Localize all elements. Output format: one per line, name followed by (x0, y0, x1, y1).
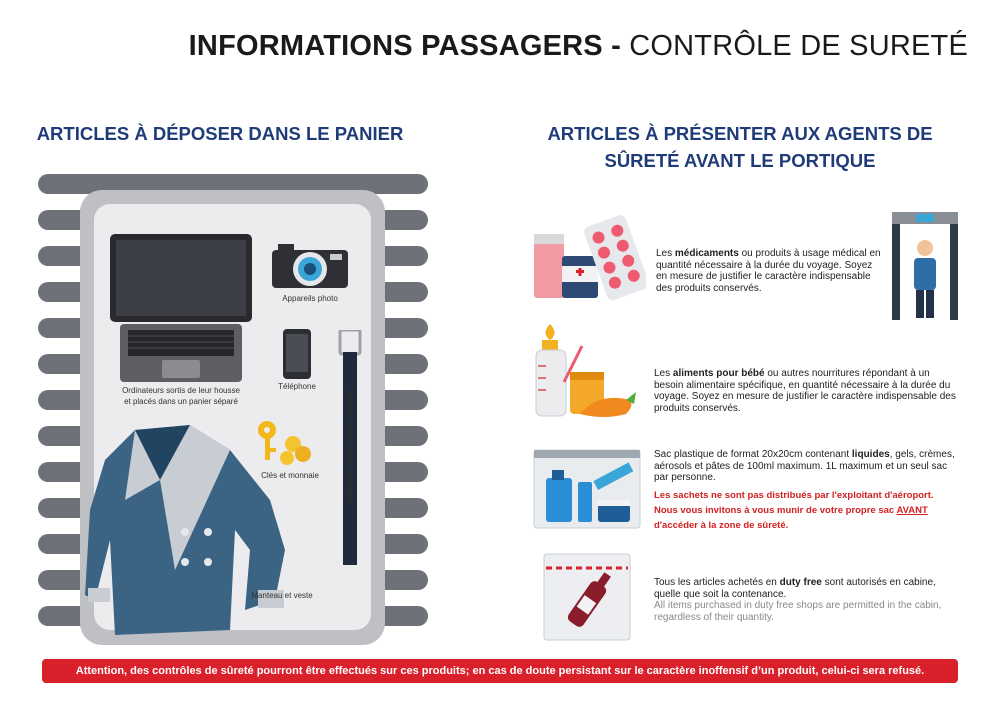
liquids-warning-line1: Les sachets ne sont pas distribués par l'exploitant d'aéroport. (654, 489, 934, 501)
duty-free-main (654, 577, 964, 600)
medicine-rest: ou produits à usage médical en quantité nécessaire à la durée du voyage. Soyez en mesure de justifier le caractère indispensable des produits conservés. (656, 248, 881, 294)
laptop-caption-line2: et placés dans un panier séparé (124, 397, 238, 406)
coat-icon (80, 420, 295, 640)
duty-free-pre: Tous les articles achetés en (654, 577, 780, 588)
footer-warning-banner: Attention, des contrôles de sûreté pourront être effectués sur ces produits; en cas de doute persistant sur le caractère inoffensif d’un produit, celui-ci sera refusé. (42, 659, 958, 683)
duty-free-bold: duty free (779, 577, 822, 588)
baby-food-bold: aliments pour bébé (672, 368, 765, 379)
belt-caption: Ceintures avec masse métallique (345, 386, 355, 505)
medicine-pre: Les (656, 248, 675, 259)
liquids-warning-avant: AVANT (896, 504, 928, 516)
liquids-rest: , gels, crèmes, aérosols et pâtes de 100ml maximum. 1L maximum et un seul sac par personne. (654, 449, 955, 484)
duty-free-english: All items purchased in duty free shops are permitted in the cabin, regardless of their quantity. (654, 600, 942, 623)
coat-caption: Manteau et veste (251, 591, 313, 600)
right-heading-line2: SÛRETÉ AVANT LE PORTIQUE (604, 150, 876, 171)
baby-bottle-icon (530, 322, 642, 422)
right-heading-line1: ARTICLES À PRÉSENTER AUX AGENTS DE (547, 123, 933, 144)
baby-food-rest: ou autres nourritures répondant à un besoin alimentaire spécifique, en quantité nécessaire à la durée du voyage. Soyez en mesure de justifier le caractère indispensable des produits conservés. (654, 368, 956, 414)
liquids-warning-line2 (654, 503, 960, 518)
page-title (0, 30, 968, 63)
camera-caption: Appareils photo (282, 294, 338, 303)
baby-food-pre: Les (654, 368, 673, 379)
duty-free-bag-icon (542, 552, 632, 642)
liquids-description (654, 449, 960, 533)
duty-free-rest: sont autorisés en cabine, quelle que soit la contenance. (654, 577, 936, 600)
liquids-bag-icon (532, 448, 642, 530)
right-section-heading (520, 120, 960, 174)
security-gate-icon (890, 210, 960, 320)
phone-icon (282, 328, 312, 380)
left-section-heading: ARTICLES À DÉPOSER DANS LE PANIER (36, 123, 404, 144)
laptop-icon (106, 232, 256, 382)
medicine-description (656, 248, 881, 294)
duty-free-description (654, 577, 964, 623)
liquids-pre: Sac plastique de format 20x20cm contenant (654, 449, 852, 460)
keys-caption: Clés et monnaie (261, 471, 319, 480)
liquids-warning-line2-pre: Nous vous invitons à vous munir de votre propre sac (654, 504, 897, 516)
phone-caption: Téléphone (278, 382, 316, 391)
medicine-bold: médicaments (674, 248, 739, 259)
laptop-caption (106, 385, 256, 407)
pills-icon (532, 212, 646, 302)
laptop-caption-line1: Ordinateurs sortis de leur housse (122, 386, 240, 395)
liquids-bold: liquides (851, 449, 890, 460)
liquids-warning-line3: d'accéder à la zone de sûreté. (654, 519, 789, 531)
camera-icon (270, 242, 350, 290)
liquids-warning (654, 488, 960, 533)
title-light: CONTRÔLE DE SURETÉ (629, 30, 968, 62)
baby-food-description (654, 368, 959, 414)
title-bold: INFORMATIONS PASSAGERS - (188, 30, 621, 62)
liquids-main (654, 449, 960, 484)
